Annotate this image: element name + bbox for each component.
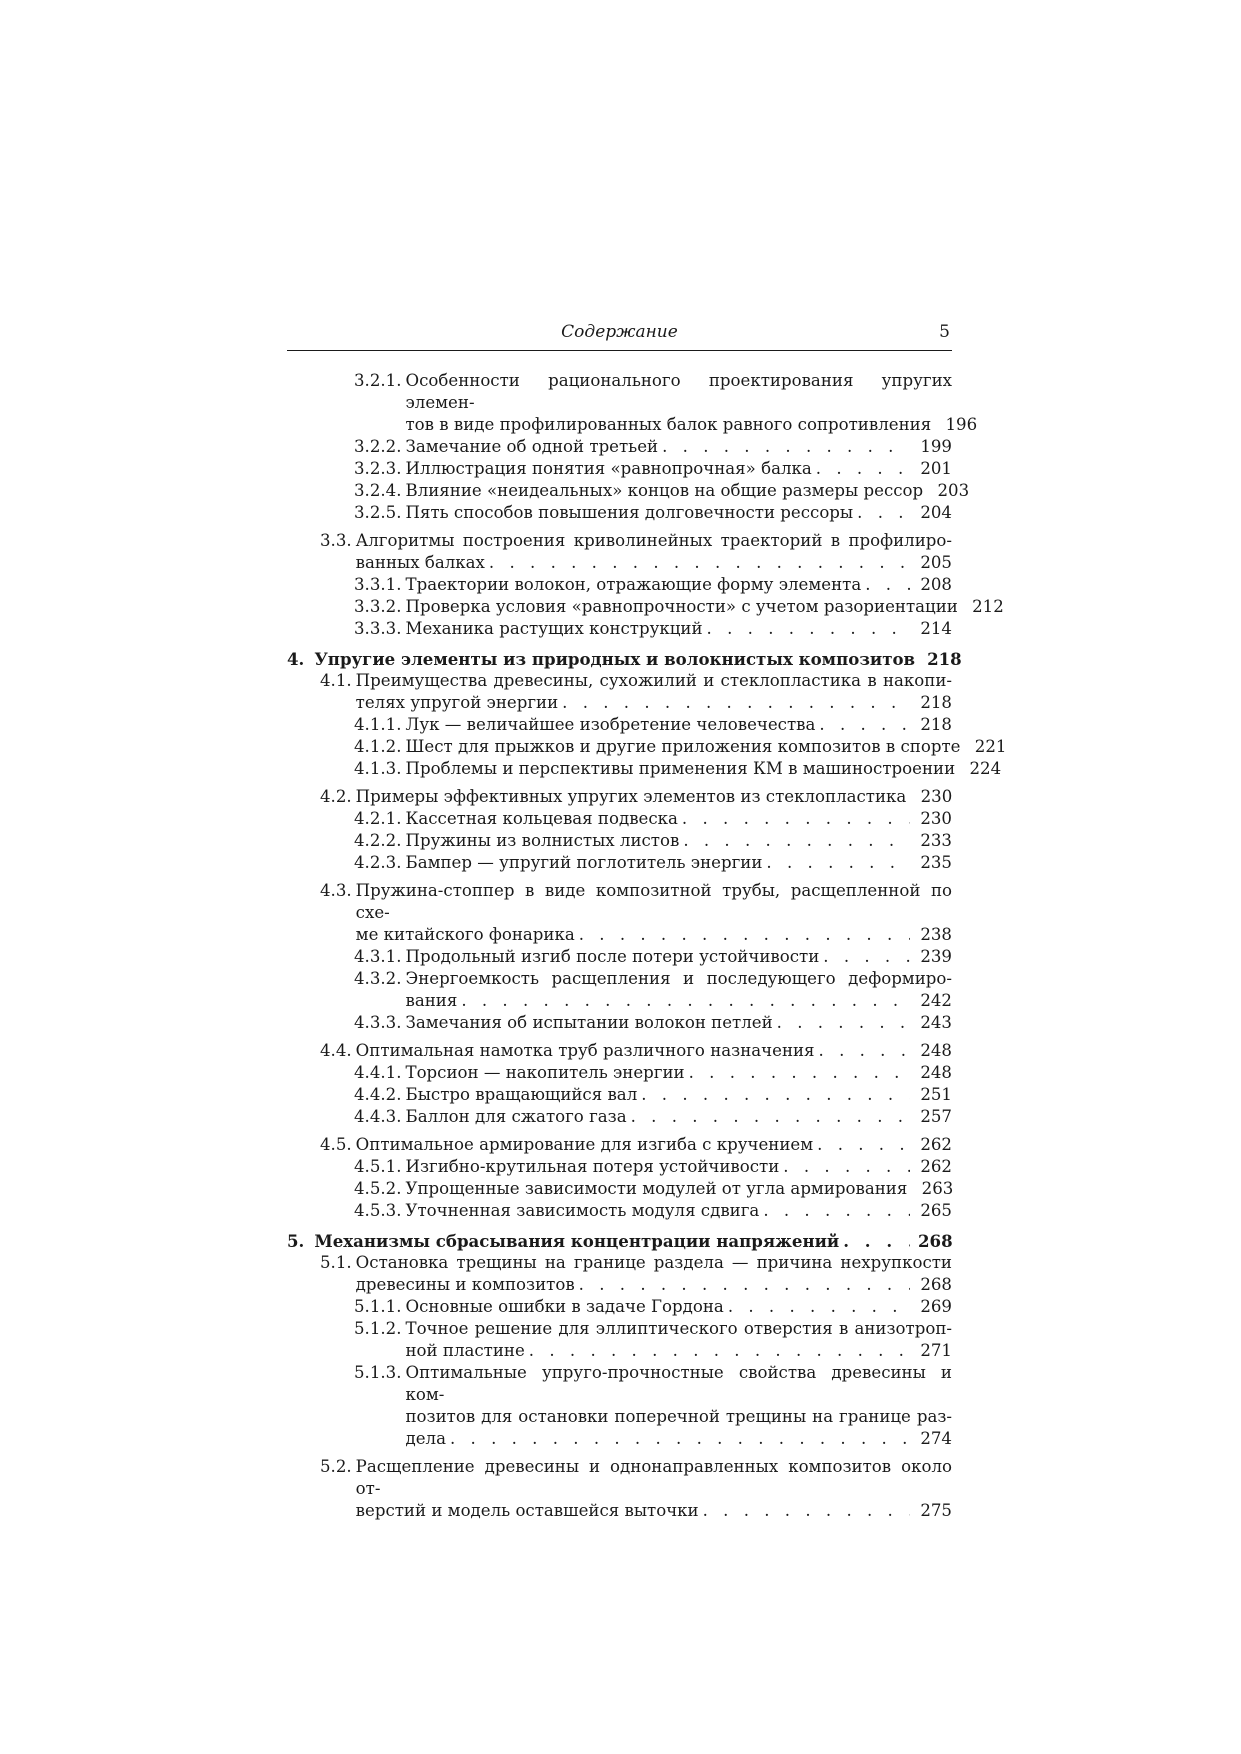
toc-entry-title: Оптимальная намотка труб различного назначения	[355, 1041, 815, 1060]
toc-page-number: 251	[920, 1085, 952, 1104]
toc-entry-number: 4.2.3.	[354, 853, 402, 872]
toc-entry-title-line: Оптимальные упруго-прочностные свойства древесины и ком-	[405, 1363, 952, 1404]
toc-page-number: 230	[920, 809, 952, 828]
toc-entry-title: Торсион — накопитель энергии	[405, 1063, 685, 1082]
toc-entry-last-line	[405, 414, 978, 436]
dot-leader	[779, 1156, 910, 1178]
toc-entry-number: 3.3.3.	[354, 619, 402, 638]
toc-entry-last-line	[356, 1500, 952, 1522]
toc-entry-body	[406, 852, 953, 874]
toc-entry-title: ванных балках	[355, 553, 485, 572]
toc-entry-number: 5.1.2.	[354, 1319, 402, 1338]
toc-entry-number: 3.2.3.	[354, 459, 402, 478]
toc-entry-title: ме китайского фонарика	[355, 925, 575, 944]
toc-entry-title: Оптимальное армирование для изгиба с кручением	[355, 1135, 814, 1154]
toc-page-number: 235	[920, 853, 952, 872]
toc-entry-last-line	[405, 480, 970, 502]
dot-leader	[813, 1134, 910, 1156]
toc-entry-title: Проблемы и перспективы применения КМ в машиностроении	[405, 759, 956, 778]
toc-entry-title: дела	[405, 1429, 446, 1448]
toc-entry-last-line	[405, 596, 1004, 618]
toc-entry-number: 3.3.1.	[354, 575, 402, 594]
toc-entry-body	[406, 946, 953, 968]
toc-subsection[interactable]	[287, 1200, 952, 1222]
toc-page-number: 262	[920, 1157, 952, 1176]
dot-leader	[558, 692, 910, 714]
toc-entry-body	[406, 458, 953, 480]
toc-entry-number: 4.4.	[320, 1041, 352, 1060]
dot-leader	[762, 852, 910, 874]
toc-entry-last-line	[314, 648, 962, 670]
toc-subsection[interactable]	[287, 458, 952, 480]
toc-subsection[interactable]	[287, 1318, 952, 1362]
toc-subsection[interactable]	[287, 852, 952, 874]
running-header	[287, 320, 952, 351]
dot-leader	[819, 946, 910, 968]
toc-page-number: 242	[920, 991, 952, 1010]
toc-entry-title: Примеры эффективных упругих элементов из стеклопластика	[355, 787, 907, 806]
dot-leader	[703, 618, 910, 640]
toc-subsection[interactable]	[287, 480, 970, 502]
toc-entry-last-line	[406, 436, 953, 458]
toc-entry-title-line: Преимущества древесины, сухожилий и стеклопластика в накопи-	[355, 671, 952, 690]
toc-page-number: 248	[920, 1041, 952, 1060]
toc-subsection[interactable]	[287, 618, 952, 640]
toc-entry-body	[405, 758, 1002, 780]
toc-entry-body	[356, 1252, 952, 1296]
toc-entry-title: ной пластине	[405, 1341, 525, 1360]
toc-entry-number: 5.1.1.	[354, 1297, 402, 1316]
toc-entry-number: 4.3.1.	[354, 947, 402, 966]
toc-entry-number: 3.3.	[320, 531, 352, 550]
toc-subsection[interactable]	[287, 1156, 952, 1178]
dot-leader	[627, 1106, 910, 1128]
toc-entry-body	[406, 1296, 953, 1318]
toc-page-number: 203	[937, 481, 970, 500]
dot-leader	[485, 552, 910, 574]
toc-entry-number: 3.2.2.	[354, 437, 402, 456]
toc-entry-title-line: Расщепление древесины и однонаправленных композитов около от-	[355, 1457, 952, 1498]
dot-leader	[637, 1084, 910, 1106]
toc-entry-number: 5.1.	[320, 1253, 352, 1272]
dot-leader	[839, 1230, 910, 1252]
dot-leader	[906, 786, 910, 808]
toc-entry-title: тов в виде профилированных балок равного сопротивления	[405, 415, 932, 434]
toc-entry-title: Иллюстрация понятия «равнопрочная» балка	[405, 459, 812, 478]
toc-section[interactable]	[287, 1456, 952, 1522]
toc-page-number: 221	[974, 737, 1007, 756]
toc-page-number: 248	[920, 1063, 952, 1082]
toc-entry-body	[314, 1230, 952, 1252]
toc-entry-number: 4.1.1.	[354, 715, 402, 734]
toc-entry-number: 4.5.	[320, 1135, 352, 1154]
toc-entry-last-line	[406, 618, 953, 640]
toc-page-number: 212	[972, 597, 1004, 616]
toc-entry-number: 3.3.2.	[354, 597, 402, 616]
toc-entry-title: древесины и композитов	[355, 1275, 575, 1294]
toc-chapter[interactable]	[287, 648, 962, 670]
toc-entry-number: 4.2.1.	[354, 809, 402, 828]
toc-subsection[interactable]	[287, 370, 978, 436]
toc-entry-title: Основные ошибки в задаче Гордона	[405, 1297, 724, 1316]
dot-leader	[915, 648, 919, 670]
toc-entry-title: Замечания об испытании волокон петлей	[405, 1013, 773, 1032]
toc-section[interactable]	[287, 1252, 952, 1296]
toc-entry-title: Уточненная зависимость модуля сдвига	[405, 1201, 760, 1220]
toc-entry-title: Быстро вращающийся вал	[405, 1085, 638, 1104]
toc-entry-number: 4.3.3.	[354, 1013, 402, 1032]
dot-leader	[861, 574, 910, 596]
dot-leader	[679, 830, 910, 852]
toc-entry-number: 4.4.1.	[354, 1063, 402, 1082]
toc-page-number: 269	[920, 1297, 952, 1316]
toc-page-number: 230	[920, 787, 953, 806]
toc-subsection[interactable]	[287, 1012, 952, 1034]
toc-entry-body	[406, 808, 953, 830]
toc-entry-body	[356, 670, 952, 714]
dot-leader	[678, 808, 910, 830]
toc-section[interactable]	[287, 880, 952, 946]
toc-entry-last-line	[406, 990, 953, 1012]
toc-subsection[interactable]	[287, 436, 952, 458]
toc-subsection[interactable]	[287, 1178, 952, 1200]
toc-entry-number: 4.3.2.	[354, 969, 402, 988]
toc-subsection[interactable]	[287, 714, 952, 736]
toc-entry-body	[406, 574, 953, 596]
toc-section[interactable]	[287, 786, 952, 808]
toc-entry-title: Пять способов повышения долговечности рессоры	[405, 503, 854, 522]
dot-leader	[853, 502, 910, 524]
toc-entry-title-line: Точное решение для эллиптического отверстия в анизотроп-	[405, 1319, 952, 1338]
toc-entry-number: 4.4.2.	[354, 1085, 402, 1104]
toc-entry-number: 3.2.1.	[354, 371, 402, 390]
dot-leader	[759, 1200, 910, 1222]
toc-page-number: 262	[920, 1135, 952, 1154]
toc-entry-title-line: позитов для остановки поперечной трещины на границе раз-	[405, 1407, 952, 1426]
toc-entry-last-line	[356, 692, 952, 714]
toc-entry-title: Механика растущих конструкций	[405, 619, 703, 638]
toc-entry-title: Замечание об одной третьей	[405, 437, 659, 456]
toc-entry-last-line	[356, 786, 952, 808]
toc-entry-title: Упругие элементы из природных и волокнистых композитов	[314, 649, 916, 669]
toc-entry-title-line: Энергоемкость расщепления и последующего деформиро-	[405, 969, 952, 988]
toc-entry-body	[356, 880, 952, 946]
toc-entry-number: 4.1.2.	[354, 737, 402, 756]
toc-page-number: 224	[969, 759, 1002, 778]
toc-entry-last-line	[356, 1274, 952, 1296]
toc-entry-last-line	[406, 1012, 953, 1034]
dot-leader	[446, 1428, 910, 1450]
toc-entry-last-line	[406, 1062, 953, 1084]
toc-subsection[interactable]	[287, 1062, 952, 1084]
toc-entry-last-line	[405, 736, 1007, 758]
toc-page-number: 218	[920, 715, 952, 734]
toc-entry-title: Изгибно-крутильная потеря устойчивости	[405, 1157, 780, 1176]
toc-entry-last-line	[406, 1200, 953, 1222]
toc-page-number: 233	[920, 831, 952, 850]
dot-leader	[724, 1296, 910, 1318]
toc-entry-last-line	[406, 1156, 953, 1178]
toc-page-number: 196	[945, 415, 978, 434]
toc-entry-title: Кассетная кольцевая подвеска	[405, 809, 678, 828]
toc-page-number: 201	[920, 459, 952, 478]
toc-page-number: 268	[920, 1275, 952, 1294]
toc-entry-last-line	[406, 852, 953, 874]
toc-entry-last-line	[406, 502, 953, 524]
toc-entry-body	[406, 1318, 953, 1362]
toc-entry-title: Пружины из волнистых листов	[405, 831, 680, 850]
toc-entry-body	[406, 1084, 953, 1106]
toc-entry-last-line	[356, 1040, 952, 1062]
toc-entry-body	[406, 968, 953, 1012]
dot-leader	[457, 990, 910, 1012]
toc-subsection[interactable]	[287, 968, 952, 1012]
toc-entry-title: Упрощенные зависимости модулей от угла армирования	[405, 1179, 908, 1198]
toc-page-number: 199	[920, 437, 952, 456]
toc-entry-body	[405, 370, 978, 436]
toc-entry-last-line	[406, 1340, 953, 1362]
toc-entry-number: 4.	[287, 649, 305, 669]
toc-entry-body	[405, 480, 970, 502]
toc-entry-body	[405, 596, 1004, 618]
toc-page-number: 238	[920, 925, 952, 944]
toc-page-number: 268	[918, 1231, 953, 1251]
toc-entry-title-line: Остановка трещины на границе раздела — причина нехрупкости	[355, 1253, 952, 1272]
toc-entry-title: Бампер — упругий поглотитель энергии	[405, 853, 763, 872]
toc-page-number: 218	[920, 693, 952, 712]
toc-entry-last-line	[314, 1230, 952, 1252]
toc-entry-body	[356, 1456, 952, 1522]
toc-entry-title: Проверка условия «равнопрочности» с учетом разориентации	[405, 597, 958, 616]
toc-page-number: 239	[920, 947, 952, 966]
toc-entry-title: Механизмы сбрасывания концентрации напряжений	[314, 1231, 840, 1251]
toc-subsection[interactable]	[287, 574, 952, 596]
toc-entry-last-line	[406, 1428, 953, 1450]
toc-entry-number: 4.1.3.	[354, 759, 402, 778]
toc-entry-title-line: Особенности рационального проектирования упругих элемен-	[405, 371, 952, 412]
toc-entry-last-line	[356, 552, 952, 574]
toc-subsection[interactable]	[287, 1362, 952, 1450]
toc-entry-title: Шест для прыжков и другие приложения композитов в спорте	[405, 737, 961, 756]
dot-leader	[773, 1012, 910, 1034]
toc-subsection[interactable]	[287, 736, 1007, 758]
toc-entry-last-line	[406, 1106, 953, 1128]
toc-section[interactable]	[287, 670, 952, 714]
toc-entry-title: Траектории волокон, отражающие форму элемента	[405, 575, 862, 594]
toc-entry-title: Влияние «неидеальных» концов на общие размеры рессор	[405, 481, 924, 500]
toc-entry-title: верстий и модель оставшейся выточки	[355, 1501, 699, 1520]
toc-entry-last-line	[406, 1178, 953, 1200]
toc-entry-number: 4.5.3.	[354, 1201, 402, 1220]
dot-leader	[575, 1274, 910, 1296]
toc-entry-title: Лук — величайшее изобретение человечества	[405, 715, 816, 734]
toc-entry-body	[406, 618, 953, 640]
toc-entry-number: 3.2.4.	[354, 481, 402, 500]
toc-entry-last-line	[406, 458, 953, 480]
toc-entry-body	[406, 830, 953, 852]
dot-leader	[658, 436, 910, 458]
toc-page-number: 205	[920, 553, 952, 572]
toc-subsection[interactable]	[287, 1084, 952, 1106]
toc-entry-title: телях упругой энергии	[355, 693, 559, 712]
dot-leader	[923, 480, 927, 502]
toc-entry-number: 4.1.	[320, 671, 352, 690]
dot-leader	[699, 1500, 910, 1522]
toc-subsection[interactable]	[287, 946, 952, 968]
toc-entry-body	[406, 1012, 953, 1034]
toc-page-number: 208	[920, 575, 952, 594]
table-of-contents	[287, 370, 1007, 1522]
toc-entry-last-line	[405, 758, 1002, 780]
toc-page-number: 243	[920, 1013, 952, 1032]
dot-leader	[525, 1340, 910, 1362]
toc-entry-title: Продольный изгиб после потери устойчивости	[405, 947, 820, 966]
toc-entry-number: 4.2.	[320, 787, 352, 806]
toc-entry-body	[314, 648, 962, 670]
toc-page-number: 271	[920, 1341, 952, 1360]
toc-entry-last-line	[406, 946, 953, 968]
toc-entry-title-line: Пружина-стоппер в виде композитной трубы, расщепленной по схе-	[355, 881, 952, 922]
toc-entry-body	[356, 1040, 952, 1062]
toc-chapter[interactable]	[287, 1230, 952, 1252]
toc-entry-number: 4.5.2.	[354, 1179, 402, 1198]
toc-entry-number: 4.5.1.	[354, 1157, 402, 1176]
toc-page-number: 274	[920, 1429, 952, 1448]
running-header-title: Содержание	[561, 322, 678, 342]
toc-entry-body	[406, 1062, 953, 1084]
toc-entry-body	[406, 502, 953, 524]
toc-entry-body	[406, 1106, 953, 1128]
toc-entry-last-line	[406, 1084, 953, 1106]
toc-section[interactable]	[287, 530, 952, 574]
toc-entry-title: вания	[405, 991, 458, 1010]
toc-entry-body	[356, 786, 952, 808]
toc-page-number: 263	[921, 1179, 954, 1198]
toc-entry-body	[406, 1178, 953, 1200]
toc-entry-number: 3.2.5.	[354, 503, 402, 522]
page-number: 5	[939, 322, 950, 342]
toc-entry-last-line	[356, 924, 952, 946]
toc-entry-number: 4.4.3.	[354, 1107, 402, 1126]
toc-entry-last-line	[406, 574, 953, 596]
toc-entry-title-line: Алгоритмы построения криволинейных траекторий в профилиро-	[355, 531, 952, 550]
toc-entry-body	[406, 1200, 953, 1222]
dot-leader	[685, 1062, 910, 1084]
toc-entry-body	[406, 714, 953, 736]
toc-page-number: 257	[920, 1107, 952, 1126]
toc-subsection[interactable]	[287, 1106, 952, 1128]
toc-subsection[interactable]	[287, 758, 1002, 780]
toc-page-number: 204	[920, 503, 952, 522]
dot-leader	[812, 458, 910, 480]
toc-entry-body	[356, 1134, 952, 1156]
toc-section[interactable]	[287, 1134, 952, 1156]
toc-entry-body	[356, 530, 952, 574]
toc-entry-body	[406, 1156, 953, 1178]
toc-subsection[interactable]	[287, 830, 952, 852]
dot-leader	[907, 1178, 911, 1200]
toc-page-number: 265	[920, 1201, 952, 1220]
toc-subsection[interactable]	[287, 502, 952, 524]
dot-leader	[575, 924, 910, 946]
toc-entry-number: 4.3.	[320, 881, 352, 900]
dot-leader	[815, 714, 910, 736]
toc-page-number: 275	[920, 1501, 952, 1520]
toc-section[interactable]	[287, 1040, 952, 1062]
toc-entry-last-line	[406, 714, 953, 736]
dot-leader	[815, 1040, 910, 1062]
toc-subsection[interactable]	[287, 808, 952, 830]
toc-entry-body	[406, 436, 953, 458]
toc-entry-last-line	[406, 808, 953, 830]
toc-entry-number: 5.1.3.	[354, 1363, 402, 1382]
toc-page-number: 214	[920, 619, 952, 638]
toc-entry-title: Баллон для сжатого газа	[405, 1107, 627, 1126]
toc-subsection[interactable]	[287, 1296, 952, 1318]
toc-entry-body	[405, 736, 1007, 758]
toc-entry-last-line	[356, 1134, 952, 1156]
toc-entry-number: 5.2.	[320, 1457, 352, 1476]
toc-entry-number: 5.	[287, 1231, 305, 1251]
toc-entry-number: 4.2.2.	[354, 831, 402, 850]
toc-entry-body	[406, 1362, 953, 1450]
toc-subsection[interactable]	[287, 596, 1004, 618]
toc-page-number: 218	[927, 649, 962, 669]
toc-entry-last-line	[406, 1296, 953, 1318]
toc-entry-last-line	[406, 830, 953, 852]
